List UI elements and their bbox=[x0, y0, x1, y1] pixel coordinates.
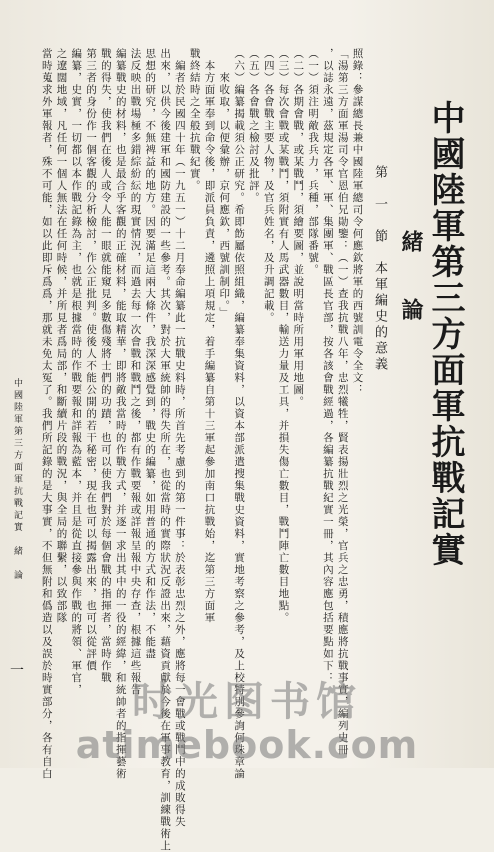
body-column: 編纂戰史的材料，也是最合乎客觀的正確材料，能取精華，即將敵我當時的作戰方式，并逐一求出其中的一役的經緯，和統帥者的指揮藝術 bbox=[114, 48, 127, 780]
body-column: 當時蒐求外軍報者，殊不可能，如以此即斥爲爲，那就未免太冤了。我們所記錄的是大事實，不但無附和僞造以及誤於時實部分，各有自白 bbox=[40, 48, 53, 780]
body-column: 戰的得失，使我們在後人或令人能一眼就能窺見多數傷殘將士們的功蹟，也可以使我們對於每個會戰的指揮者，當時作戰 bbox=[99, 48, 112, 684]
body-column: 照錄：參謀總長兼中國陸軍總司令何應欽將軍的西號訓電令全文： bbox=[351, 48, 364, 396]
body-column: （四）各會戰主要人物，及官兵姓名，及升調記載。 bbox=[262, 48, 275, 324]
running-head: 中國陸軍第三方面軍抗戰記實 緒 論 bbox=[12, 378, 22, 582]
chapter-heading: 緒 論 bbox=[398, 230, 424, 332]
body-column: 編者於民國四十年（一九五一）十二月奉命編纂此一抗戰史料時，所首先考慮到的第一件事：於表彰忠烈之外，應將每一會戰或戰鬥中的成敗得失 bbox=[173, 48, 186, 828]
body-column: （六）編纂揭載須公正研究。希即飭屬依照組織，編纂奉集資料，以資本部派遣搜集戰史資料，實地考察之參考，及上校特別參詢何珠章論 bbox=[233, 48, 246, 780]
watermark-line-2: atimebook.com bbox=[75, 723, 419, 767]
body-column: （二）各期會戰，或某戰鬥，須繪要圖，並說明當時所用軍用地圖。 bbox=[292, 48, 305, 408]
body-column: 第三者的身份作一個客觀的分析檢討，作公正批判。使後人不能公開的若干秘密，現在也可以揭露出來，也可以從評價 bbox=[85, 48, 98, 672]
section-heading: 第 一 節 本軍編史的意義 bbox=[372, 165, 387, 373]
body-column: （三）每次會戰或某戰鬥，須附實有人馬武器數目，輸送力量及工具，并損失傷亡數目，戰鬥陣亡數目地點。 bbox=[277, 48, 290, 624]
body-column: 「湯第三方面軍湯司令官恩伯兄勛鑒：（一）查我抗戰八年，忠烈犧牲，賢表揚壯烈之光榮，官兵之忠勇，積應將抗戰事實，編列史冊 bbox=[336, 48, 349, 756]
body-column: 思想的研究，不無裨益的地方。因要滿足這兩大條件，我深深感覺到，戰史的編纂，如用普通的方式和作法，不能盡 bbox=[144, 48, 157, 660]
body-column: 戰終結時之全般抗戰紀實。 bbox=[188, 48, 201, 192]
body-column: 出來，以供今後建軍和國防建設的一些參考。其次，對於大軍統帥的得失所在，也從當時的實際狀況反證出來，藉資貢獻於今後在軍事教育，訓練戰術上 bbox=[159, 48, 172, 852]
page-number: 一 bbox=[10, 663, 24, 679]
body-column: （一）須注明敵我兵力，兵種，部隊番號。 bbox=[307, 48, 320, 276]
body-column: 編纂，史實，一切都以本作戰記錄為主，也就是根據當時的作戰要報和詳報為藍本，并且是從直接參與作戰的將領、軍官， bbox=[70, 48, 83, 696]
body-column: （五）各會戰之檢討及批評。 bbox=[247, 48, 260, 204]
watermark bbox=[0, 670, 494, 767]
body-column: 本方面軍奉到命令後，即派員負責，遴照上項規定，着手編纂自第十三軍起參加南口抗戰始，迄第三方面軍 bbox=[203, 48, 216, 624]
body-column: 之遼闊地域，凡任何一個人無法在任何時候，并所見者爲局部，和斷續片段的戰況，與全局的聯繫，以致部隊 bbox=[55, 48, 68, 624]
body-column: ，以誌永遠，茲規定各軍、軍、集團軍、戰區長官部，按各該會戰經過，各編纂抗戰紀實一冊，其內容應包括要點如下： bbox=[321, 48, 334, 684]
body-column: 法反映出戰場極多錯綜紛紜的現實情況，而過去每一次會戰和戰鬥之後，都有作戰要報或詳報呈報中央存查，根據這些報告 bbox=[129, 48, 142, 696]
body-column: 來收取，以便彙辦，京何應欽，西號訓制印。」 bbox=[218, 48, 231, 319]
watermark-line-1: 时光图书馆 bbox=[132, 679, 362, 725]
page-title: 中國陸軍第三方面軍抗戰記實 bbox=[425, 100, 465, 568]
